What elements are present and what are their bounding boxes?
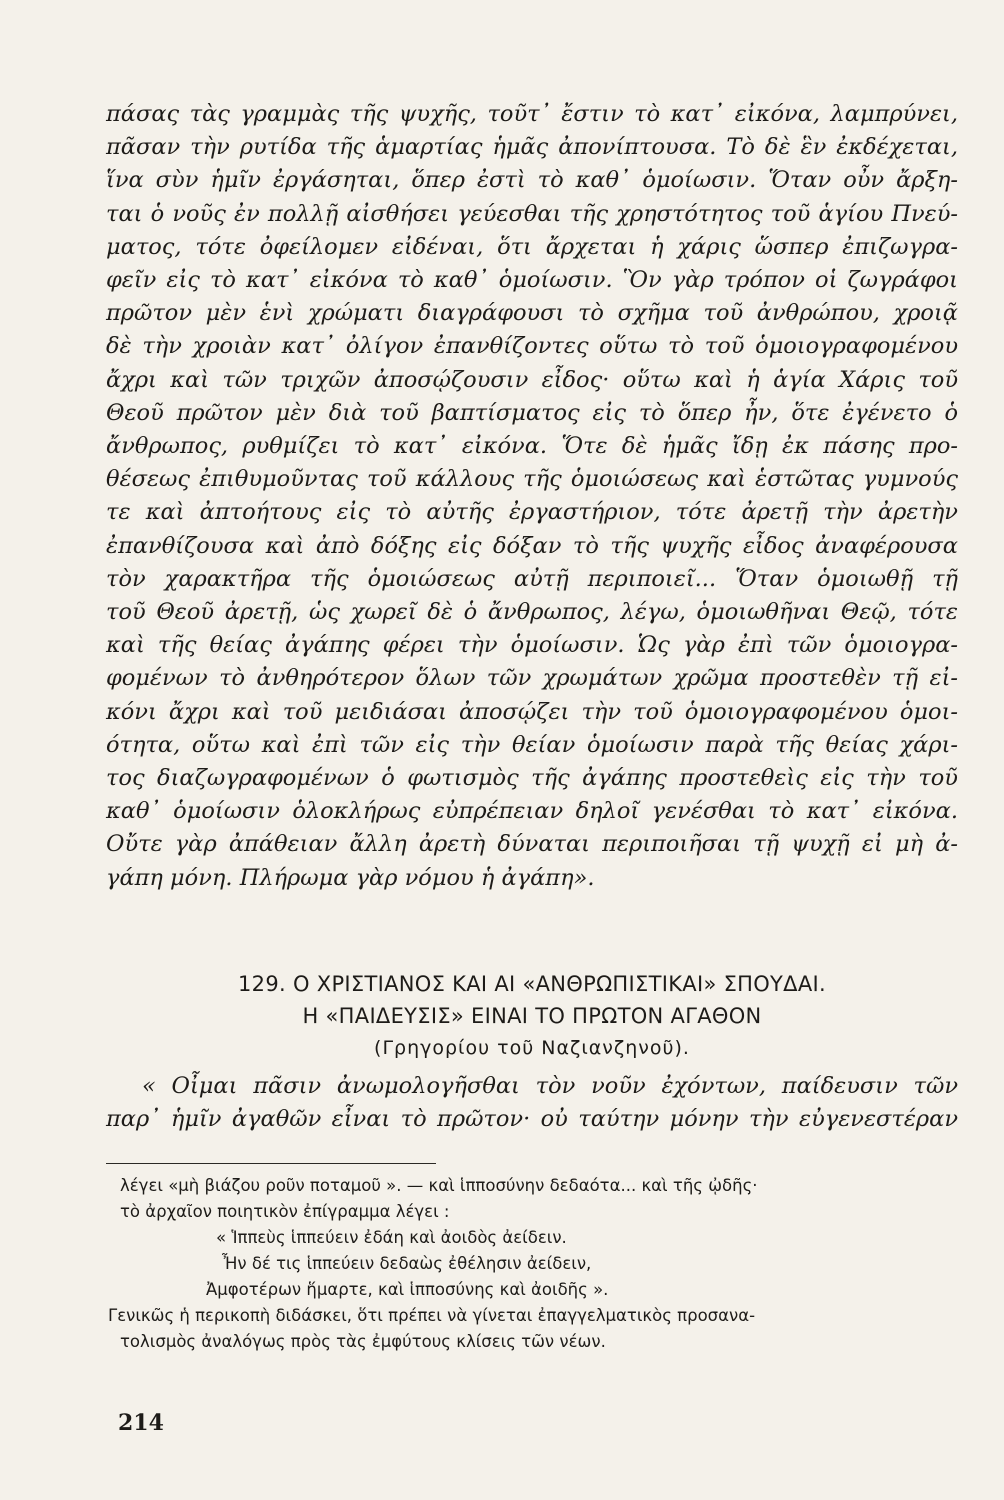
text-line: κόνι ἄχρι καὶ τοῦ μειδιάσαι ἀποσῴζει τὴν τοῦ ὁμοιογραφομένου ὁμοι-: [106, 698, 958, 725]
text-line: τε καὶ ἀπτοήτους εἰς τὸ αὐτῆς ἐργαστήριον, τότε ἀρετῇ τὴν ἀρετὴν: [106, 499, 958, 526]
section-source: (Γρηγορίου τοῦ Ναζιανζηνοῦ).: [374, 1037, 690, 1059]
text-line: καὶ τῆς θείας ἀγάπης φέρει τὴν ὁμοίωσιν. Ὡς γὰρ ἐπὶ τῶν ὁμοιογρα-: [106, 632, 958, 659]
text-line: θέσεως ἐπιθυμοῦντας τοῦ κάλλους τῆς ὁμοιώσεως καὶ ἑστῶτας γυμνούς: [106, 466, 958, 493]
text-line: τοῦ Θεοῦ ἀρετῇ, ὡς χωρεῖ δὲ ὁ ἄνθρωπος, λέγω, ὁμοιωθῆναι Θεῷ, τότε: [106, 599, 958, 626]
section-subtitle: Η «ΠΑΙΔΕΥΣΙΣ» ΕΙΝΑΙ ΤΟ ΠΡΩΤΟΝ ΑΓΑΘΟΝ: [302, 1004, 762, 1028]
footnotes: [108, 1173, 960, 1355]
text-line: γάπη μόνη. Πλήρωμα γὰρ νόμου ἡ ἀγάπη».: [106, 864, 595, 891]
footnote-verse: Ἦν δέ τις ἱππεύειν δεδαὼς ἐθέλησιν ἀείδειν,: [222, 1254, 592, 1273]
text-line: « Οἶμαι πᾶσιν ἀνωμολογῆσθαι τὸν νοῦν ἐχόντων, παίδευσιν τῶν: [142, 1073, 958, 1099]
quote-text: [106, 1070, 958, 1136]
footnote-verse: « Ἱππεὺς ἱππεύειν ἐδάη καὶ ἀοιδὸς ἀείδειν.: [216, 1228, 567, 1247]
footnote-line: λέγει «μὴ βιάζου ροῦν ποταμοῦ ». — καὶ ἱπποσύνην δεδαότα... καὶ τῆς ᾠδῆς·: [120, 1176, 758, 1195]
section-heading: [106, 968, 958, 1064]
text-line: καθ᾽ ὁμοίωσιν ὁλοκλήρως εὐπρέπειαν δηλοῖ γενέσθαι τὸ κατ᾽ εἰκόνα.: [106, 798, 958, 825]
footnote-line: Γενικῶς ἡ περικοπὴ διδάσκει, ὅτι πρέπει νὰ γίνεται ἐπαγγελματικὸς προσανα-: [108, 1306, 756, 1325]
text-line: πᾶσαν τὴν ρυτίδα τῆς ἁμαρτίας ἡμᾶς ἀπονίπτουσα. Τὸ δὲ ἓν ἐκδέχεται,: [106, 134, 958, 161]
footnote-line: τὸ ἀρχαῖον ποιητικὸν ἐπίγραμμα λέγει :: [120, 1202, 450, 1221]
text-line: φεῖν εἰς τὸ κατ᾽ εἰκόνα τὸ καθ᾽ ὁμοίωσιν. Ὃν γὰρ τρόπον οἱ ζωγράφοι: [106, 267, 958, 294]
text-line: πρῶτον μὲν ἑνὶ χρώματι διαγράφουσι τὸ σχῆμα τοῦ ἀνθρώπου, χροιᾷ: [106, 300, 958, 327]
footnote-divider: [106, 1163, 436, 1164]
text-line: πάσας τὰς γραμμὰς τῆς ψυχῆς, τοῦτ᾽ ἔστιν τὸ κατ᾽ εἰκόνα, λαμπρύνει,: [106, 101, 958, 127]
text-line: ἄχρι καὶ τῶν τριχῶν ἀποσῴζουσιν εἶδος· οὕτω καὶ ἡ ἁγία Χάρις τοῦ: [106, 366, 958, 393]
text-line: παρ᾽ ἡμῖν ἀγαθῶν εἶναι τὸ πρῶτον· οὐ ταύτην μόνην τὴν εὐγενεστέραν: [106, 1106, 958, 1132]
text-line: ἄνθρωπος, ρυθμίζει τὸ κατ᾽ εἰκόνα. Ὅτε δὲ ἡμᾶς ἴδῃ ἐκ πάσης προ-: [106, 433, 958, 460]
text-line: Θεοῦ πρῶτον μὲν διὰ τοῦ βαπτίσματος εἰς τὸ ὅπερ ἦν, ὅτε ἐγένετο ὁ: [106, 399, 958, 426]
footnote-verse: Ἀμφοτέρων ἥμαρτε, καὶ ἱπποσύνης καὶ ἀοιδῆς ».: [206, 1280, 609, 1299]
text-line: ότητα, οὕτω καὶ ἐπὶ τῶν εἰς τὴν θείαν ὁμοίωσιν παρὰ τῆς θείας χάρι-: [106, 731, 958, 758]
body-text: [106, 98, 958, 895]
text-line: ται ὁ νοῦς ἐν πολλῇ αἰσθήσει γεύεσθαι τῆς χρηστότητος τοῦ ἁγίου Πνεύ-: [106, 200, 958, 227]
page-number: 214: [118, 1410, 164, 1436]
text-line: ματος, τότε ὀφείλομεν εἰδέναι, ὅτι ἄρχεται ἡ χάρις ὥσπερ ἐπιζωγρα-: [106, 233, 958, 260]
text-line: ἵνα σὺν ἡμῖν ἐργάσηται, ὅπερ ἐστὶ τὸ καθ᾽ ὁμοίωσιν. Ὅταν οὖν ἄρξη-: [106, 167, 958, 194]
text-line: ἐπανθίζουσα καὶ ἀπὸ δόξης εἰς δόξαν τὸ τῆς ψυχῆς εἶδος ἀναφέρουσα: [106, 532, 958, 559]
footnote-line: τολισμὸς ἀναλόγως πρὸς τὰς ἐμφύτους κλίσεις τῶν νέων.: [120, 1332, 606, 1351]
text-line: τος διαζωγραφομένων ὁ φωτισμὸς τῆς ἀγάπης προστεθεὶς εἰς τὴν τοῦ: [106, 765, 958, 792]
section-title: 129. Ο ΧΡΙΣΤΙΑΝΟΣ ΚΑΙ ΑΙ «ΑΝΘΡΩΠΙΣΤΙΚΑΙ» ΣΠΟΥΔΑΙ.: [238, 972, 826, 996]
text-line: τὸν χαρακτῆρα τῆς ὁμοιώσεως αὐτῇ περιποιεῖ... Ὅταν ὁμοιωθῇ τῇ: [106, 565, 958, 592]
text-line: Οὔτε γὰρ ἀπάθειαν ἄλλη ἀρετὴ δύναται περιποιῆσαι τῇ ψυχῇ εἰ μὴ ἀ-: [106, 831, 958, 858]
text-line: φομένων τὸ ἀνθηρότερον ὅλων τῶν χρωμάτων χρῶμα προστεθὲν τῇ εἰ-: [106, 665, 958, 692]
text-line: δὲ τὴν χροιὰν κατ᾽ ὀλίγον ἐπανθίζοντες οὕτω τὸ τοῦ ὁμοιογραφομένου: [106, 333, 958, 360]
